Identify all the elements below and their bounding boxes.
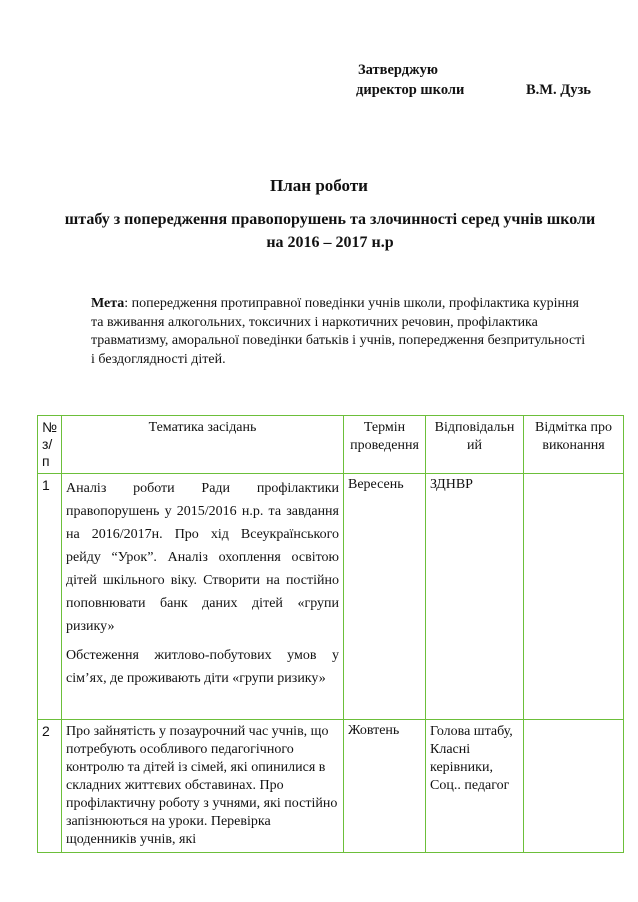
- table-row: [38, 720, 624, 853]
- table-header-row: [38, 416, 624, 474]
- row-topic-text: Аналіз роботи Ради профілактики правопорушень у 2015/2016 н.р. та завдання на 2016/2017н. Про хід Всеукраїнського рейду “Урок”. Аналіз охоплення освітою дітей шкільного віку. Створити на постійно поповнювати банк даних дітей «групи ризику»: [66, 481, 339, 634]
- approval-line: Затверджую: [358, 62, 438, 78]
- table-row: [38, 474, 624, 720]
- row-mark: [524, 474, 624, 720]
- goal-paragraph: [91, 295, 591, 369]
- goal-text: : попередження протиправної поведінки учнів школи, профілактика куріння та вживання алкогольних, токсичних і наркотичних речовин, профілактика травматизму, аморальної поведінки батьків і учнів, попередження безпритульності і бездоглядності дітей.: [91, 296, 586, 367]
- row-topic: Про зайнятість у позаурочний час учнів, що потребують особливого педагогічного контролю та дітей із сімей, які опинилися в складних життєвих обставинах. Про профілактичну роботу з учнями, які постійно запізнюються на уроки. Перевірка щоденників учнів, які: [62, 720, 344, 853]
- row-responsible: ЗДНВР: [426, 474, 524, 720]
- page-title: План роботи: [270, 176, 368, 195]
- header-term: Термін проведення: [344, 416, 426, 474]
- row-term: Вересень: [344, 474, 426, 720]
- page-subtitle: штабу з попередження правопорушень та злочинності серед учнів школи на 2016 – 2017 н.р: [64, 211, 596, 251]
- approval-position: директор школи: [356, 82, 465, 98]
- plan-table: [37, 415, 624, 853]
- goal-label: Мета: [91, 296, 125, 311]
- row-num: 1: [38, 474, 62, 720]
- row-num: 2: [38, 720, 62, 853]
- row-topic: [62, 474, 344, 720]
- header-mark: Відмітка про виконання: [524, 416, 624, 474]
- header-topic: Тематика засідань: [62, 416, 344, 474]
- header-responsible: Відповідальн ий: [426, 416, 524, 474]
- row-term: Жовтень: [344, 720, 426, 853]
- approval-name: В.М. Дузь: [526, 82, 591, 98]
- header-num: № з/п: [38, 416, 62, 474]
- row-responsible: Голова штабу, Класні керівники, Соц.. педагог: [426, 720, 524, 853]
- approval-block: [356, 60, 591, 100]
- row-topic-text: Обстеження житлово-побутових умов у сім’ях, де проживають діти «групи ризику»: [66, 648, 339, 686]
- row-mark: [524, 720, 624, 853]
